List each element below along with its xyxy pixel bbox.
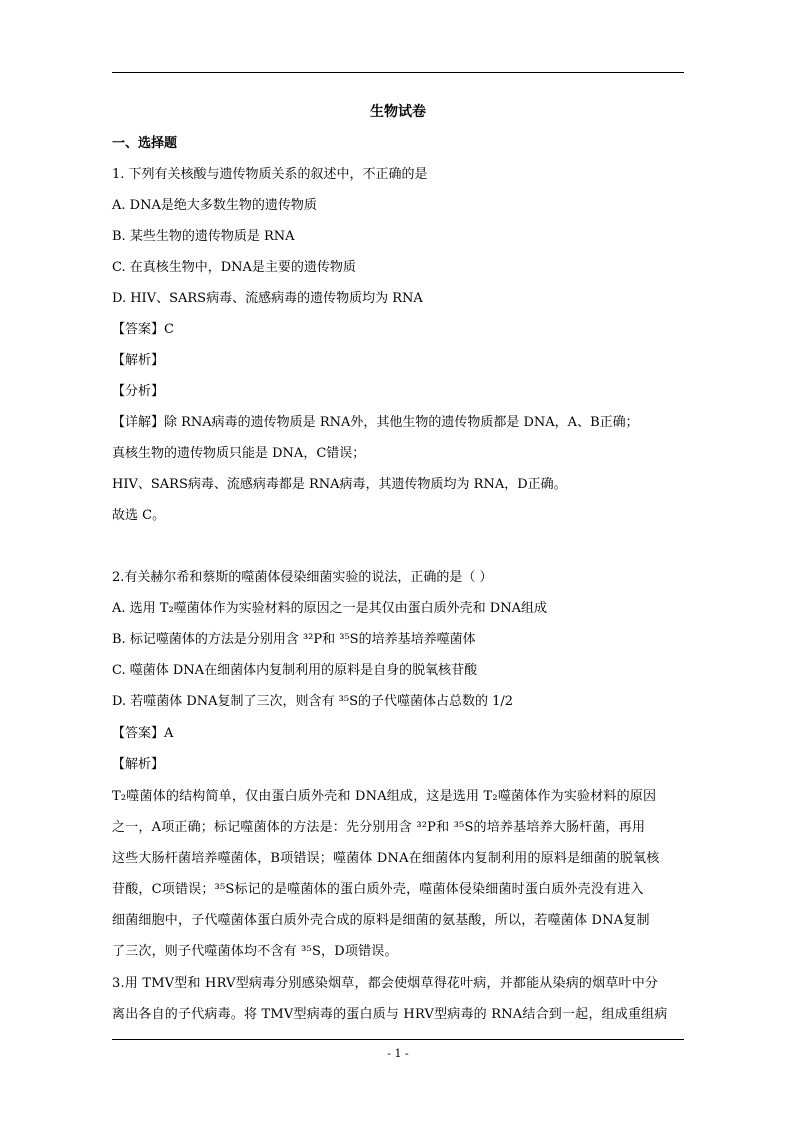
q2-analysis-heading: 【解析】 <box>112 757 165 772</box>
q1-detail-3: HIV、SARS病毒、流感病毒都是 RNA病毒，其遗传物质均为 RNA，D正确。 <box>112 477 567 492</box>
q2-stem: 2.有关赫尔希和蔡斯的噬菌体侵染细菌实验的说法，正确的是（ ） <box>112 570 493 585</box>
q1-option-c: C. 在真核生物中，DNA是主要的遗传物质 <box>112 260 356 275</box>
header-rule <box>112 72 684 73</box>
q3-stem-line: 3.用 TMV型和 HRV型病毒分别感染烟草，都会使烟草得花叶病，并都能从染病的烟草叶中分 <box>112 976 659 991</box>
document-title: 生物试卷 <box>370 104 426 120</box>
q1-option-a: A. DNA是绝大多数生物的遗传物质 <box>112 198 317 213</box>
q1-option-b: B. 某些生物的遗传物质是 RNA <box>112 229 295 244</box>
q1-option-d: D. HIV、SARS病毒、流感病毒的遗传物质均为 RNA <box>112 291 423 306</box>
q2-explanation-line: T₂噬菌体的结构简单，仅由蛋白质外壳和 DNA组成，这是选用 T₂噬菌体作为实验材料的原因 <box>112 789 657 804</box>
q2-option-a: A. 选用 T₂噬菌体作为实验材料的原因之一是其仅由蛋白质外壳和 DNA组成 <box>112 601 547 616</box>
q2-explanation-line: 之一，A项正确；标记噬菌体的方法是：先分别用含 ³²P和 ³⁵S的培养基培养大肠杆菌，再用 <box>112 820 646 835</box>
q2-explanation-line: 这些大肠杆菌培养噬菌体，B项错误；噬菌体 DNA在细菌体内复制利用的原料是细菌的脱氧核 <box>112 851 660 866</box>
q1-stem: 1. 下列有关核酸与遗传物质关系的叙述中，不正确的是 <box>112 167 428 182</box>
q3-stem-line: 离出各自的子代病毒。将 TMV型病毒的蛋白质与 HRV型病毒的 RNA结合到一起，组成重组病 <box>112 1007 668 1022</box>
q2-explanation-line: 细菌细胞中，子代噬菌体蛋白质外壳合成的原料是细菌的氨基酸，所以，若噬菌体 DNA复制 <box>112 913 650 928</box>
q1-detail-2: 真核生物的遗传物质只能是 DNA，C错误； <box>112 446 366 461</box>
q2-option-b: B. 标记噬菌体的方法是分别用含 ³²P和 ³⁵S的培养基培养噬菌体 <box>112 632 476 647</box>
footer-rule <box>112 1039 684 1040</box>
q2-option-d: D. 若噬菌体 DNA复制了三次，则含有 ³⁵S的子代噬菌体占总数的 1/2 <box>112 694 514 709</box>
q2-answer: 【答案】A <box>112 726 174 741</box>
q1-detail-1: 【详解】除 RNA病毒的遗传物质是 RNA外，其他生物的遗传物质都是 DNA，A、B正确； <box>112 415 639 430</box>
q2-option-c: C. 噬菌体 DNA在细菌体内复制利用的原料是自身的脱氧核苷酸 <box>112 663 478 678</box>
q2-explanation-line: 了三次，则子代噬菌体均不含有 ³⁵S，D项错误。 <box>112 944 398 959</box>
q1-fenxi-heading: 【分析】 <box>112 384 165 399</box>
q1-answer: 【答案】C <box>112 322 174 337</box>
q1-conclusion: 故选 C。 <box>112 508 166 523</box>
q2-explanation-line: 苷酸，C项错误；³⁵S标记的是噬菌体的蛋白质外壳，噬菌体侵染细菌时蛋白质外壳没有进入 <box>112 882 644 897</box>
page-number: - 1 - <box>387 1047 409 1060</box>
section-heading: 一、选择题 <box>112 136 178 151</box>
q1-analysis-heading: 【解析】 <box>112 353 165 368</box>
